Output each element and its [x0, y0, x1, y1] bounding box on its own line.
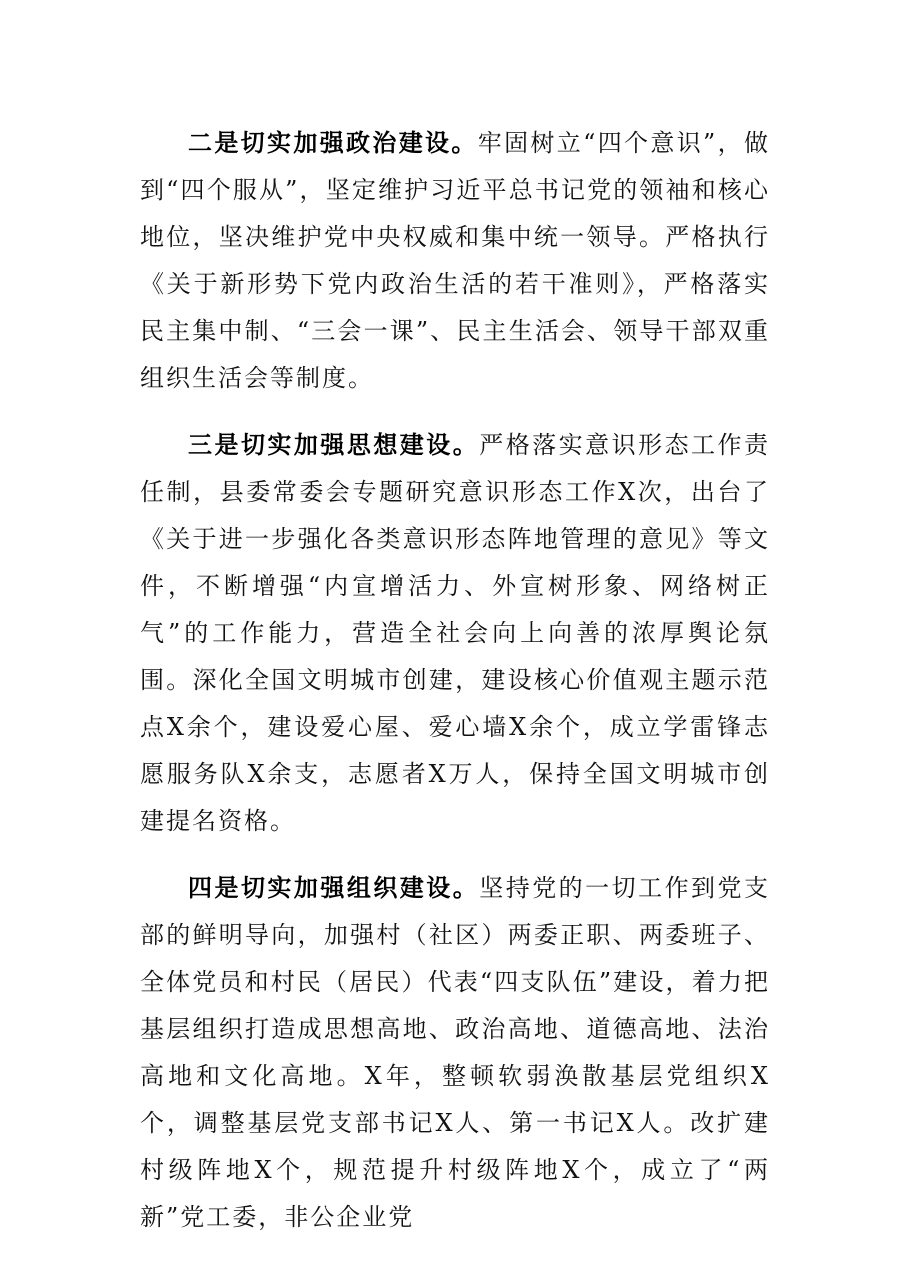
paragraph-heading: 四是切实加强组织建设。 — [188, 874, 480, 902]
paragraph-political — [140, 120, 770, 402]
paragraph-heading: 二是切实加强政治建设。 — [188, 129, 478, 157]
paragraph-heading: 三是切实加强思想建设。 — [188, 431, 480, 459]
paragraph-ideological — [140, 422, 770, 845]
document-body — [140, 120, 770, 1261]
paragraph-text: 牢固树立“四个意识”，做到“四个服从”，坚定维护习近平总书记党的领袖和核心地位，坚决维护党中央权威和集中统一领导。严格执行《关于新形势下党内政治生活的若干准则》，严格落实民主集中制、“三会一课”、民主生活会、领导干部双重组织生活会等制度。 — [140, 129, 770, 392]
paragraph-organizational — [140, 865, 770, 1241]
paragraph-text: 坚持党的一切工作到党支部的鲜明导向，加强村（社区）两委正职、两委班子、全体党员和村民（居民）代表“四支队伍”建设，着力把基层组织打造成思想高地、政治高地、道德高地、法治高地和文化高地。X年，整顿软弱涣散基层党组织X个，调整基层党支部书记X人、第一书记X人。改扩建村级阵地X个，规范提升村级阵地X个，成立了“两新”党工委，非公企业党 — [140, 874, 771, 1231]
paragraph-text: 严格落实意识形态工作责任制，县委常委会专题研究意识形态工作X次，出台了《关于进一步强化各类意识形态阵地管理的意见》等文件，不断增强“内宣增活力、外宣树形象、网络树正气”的工作能力，营造全社会向上向善的浓厚舆论氛围。深化全国文明城市创建，建设核心价值观主题示范点X余个，建设爱心屋、爱心墙X余个，成立学雷锋志愿服务队X余支，志愿者X万人，保持全国文明城市创建提名资格。 — [140, 431, 771, 835]
